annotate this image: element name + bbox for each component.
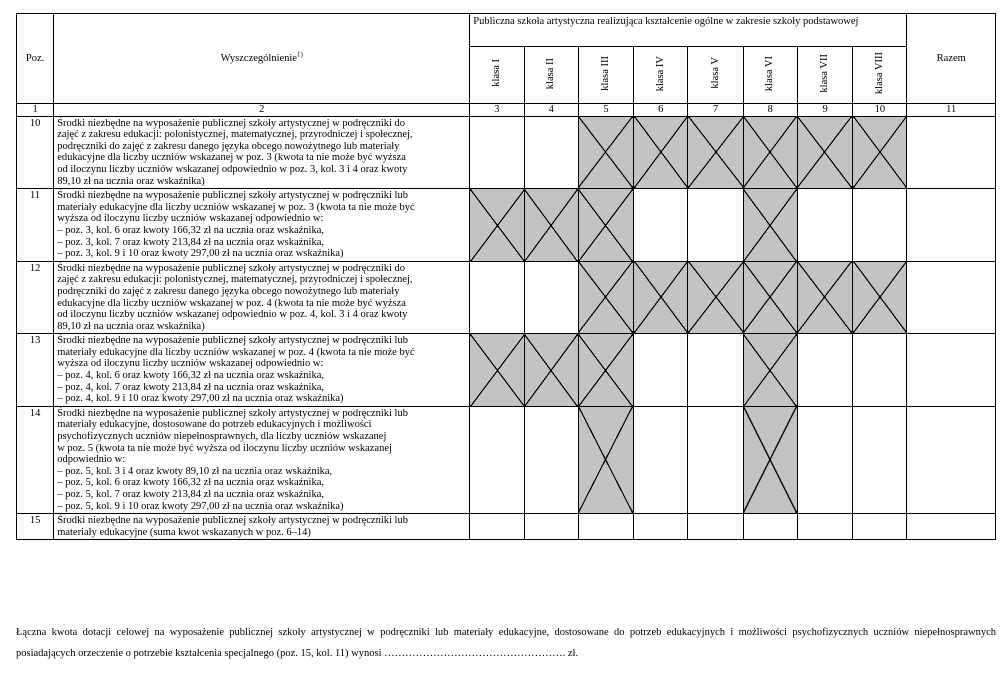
- column-number: 2: [54, 104, 470, 117]
- description-line: – poz. 3, kol. 7 oraz kwoty 213,84 zł na ucznia oraz wskaźnika,: [57, 236, 324, 248]
- crossed-out-cell: [797, 261, 852, 334]
- crossed-out-cell: [578, 406, 633, 513]
- description-line: Środki niezbędne na wyposażenie publicznej szkoły artystycznej w podręczniki lub: [57, 335, 408, 347]
- empty-input-cell[interactable]: [743, 514, 797, 540]
- description-line: Środki niezbędne na wyposażenie publicznej szkoły artystycznej w podręczniki lub: [57, 407, 408, 419]
- empty-input-cell[interactable]: [688, 189, 743, 262]
- column-number: 6: [634, 104, 688, 117]
- crossed-out-cell: [743, 189, 797, 262]
- empty-input-cell[interactable]: [797, 334, 852, 407]
- empty-input-cell[interactable]: [470, 261, 524, 334]
- column-number: 9: [797, 104, 852, 117]
- empty-input-cell[interactable]: [634, 514, 688, 540]
- description-line: – poz. 4, kol. 9 i 10 oraz kwoty 297,00 zł na ucznia oraz wskaźnika): [57, 393, 344, 405]
- empty-input-cell[interactable]: [634, 189, 688, 262]
- column-number-row: [17, 104, 996, 117]
- description-line: – poz. 4, kol. 6 oraz kwoty 166,32 zł na ucznia oraz wskaźnika,: [57, 370, 324, 382]
- total-cell[interactable]: [907, 116, 996, 189]
- crossed-out-cell: [688, 261, 743, 334]
- crossed-out-cell: [634, 261, 688, 334]
- crossed-out-cell: [578, 189, 633, 262]
- empty-input-cell[interactable]: [797, 189, 852, 262]
- row-position: 11: [17, 189, 54, 262]
- column-number: 7: [688, 104, 743, 117]
- row-description: [54, 334, 470, 407]
- crossed-out-cell: [743, 261, 797, 334]
- crossed-out-cell: [634, 116, 688, 189]
- header-class-label: klasa III: [600, 55, 612, 91]
- column-number: 4: [524, 104, 578, 117]
- description-line: – poz. 5, kol. 3 i 4 oraz kwoty 89,10 zł na ucznia oraz wskaźnika,: [57, 465, 333, 477]
- empty-input-cell[interactable]: [470, 514, 524, 540]
- description-line: – poz. 4, kol. 7 oraz kwoty 213,84 zł na ucznia oraz wskaźnika,: [57, 381, 324, 393]
- column-number: 5: [578, 104, 633, 117]
- empty-input-cell[interactable]: [578, 514, 633, 540]
- empty-input-cell[interactable]: [524, 261, 578, 334]
- empty-input-cell[interactable]: [797, 514, 852, 540]
- header-class-label: klasa VII: [819, 53, 831, 93]
- header-class-label: klasa V: [709, 57, 721, 89]
- table-row: [17, 116, 996, 189]
- total-cell[interactable]: [907, 261, 996, 334]
- description-line: edukacyjne dla liczby uczniów wskazanej w poz. 3 (kwota ta nie może być wyższa: [57, 152, 406, 164]
- header-class-label: klasa II: [545, 57, 557, 89]
- header-class-label: klasa I: [491, 59, 503, 88]
- header-class-label: klasa VI: [764, 55, 776, 91]
- description-line: – poz. 5, kol. 7 oraz kwoty 213,84 zł na ucznia oraz wskaźnika,: [57, 489, 324, 500]
- total-cell[interactable]: [907, 514, 996, 540]
- empty-input-cell[interactable]: [688, 514, 743, 540]
- column-number: 8: [743, 104, 797, 117]
- description-line: Środki niezbędne na wyposażenie publicznej szkoły artystycznej w podręczniki lub: [57, 190, 408, 202]
- column-number: 10: [853, 104, 907, 117]
- header-class-7: [797, 47, 852, 104]
- description-line: – poz. 3, kol. 6 oraz kwoty 166,32 zł na ucznia oraz wskaźnika,: [57, 224, 324, 236]
- header-class-8: [853, 47, 907, 104]
- crossed-out-cell: [743, 406, 797, 513]
- header-school-group: Publiczna szkoła artystyczna realizująca kształcenie ogólne w zakresie szkoły podstawowej: [470, 14, 907, 47]
- total-cell[interactable]: [907, 189, 996, 262]
- empty-input-cell[interactable]: [797, 406, 852, 513]
- table-row: [17, 334, 996, 407]
- footer-note: Łączna kwota dotacji celowej na wyposażenie publicznej szkoły artystycznej w podręczniki lub materiały edukacyjne, dostosowane do potrzeb edukacyjnych i możliwości psychofizycznych uczniów niepełnosprawnych posiadających orzeczenie o potrzebie kształcenia specjalnego (poz. 15, kol. 11) wynosi ……………………………………………. zł.: [16, 627, 996, 659]
- empty-input-cell[interactable]: [853, 189, 907, 262]
- table-row: [17, 189, 996, 262]
- description-line: 89,10 zł na ucznia oraz wskaźnika): [57, 320, 205, 332]
- header-class-6: [743, 47, 797, 104]
- description-line: podręczniki do zajęć z zakresu danego języka obcego nowożytnego lub materiały: [57, 285, 400, 297]
- description-line: edukacyjne dla liczby uczniów wskazanej w poz. 4 (kwota ta nie może być wyższa: [57, 297, 406, 309]
- crossed-out-cell: [853, 261, 907, 334]
- column-number: 1: [17, 104, 54, 117]
- description-line: 89,10 zł na ucznia oraz wskaźnika): [57, 175, 205, 187]
- header-class-2: [524, 47, 578, 104]
- description-line: Środki niezbędne na wyposażenie publicznej szkoły artystycznej w podręczniki lub: [57, 515, 408, 527]
- header-class-label: klasa VIII: [874, 52, 886, 95]
- row-description: [54, 189, 470, 262]
- empty-input-cell[interactable]: [524, 116, 578, 189]
- crossed-out-cell: [743, 334, 797, 407]
- description-line: Środki niezbędne na wyposażenie publicznej szkoły artystycznej w podręczniki do: [57, 117, 406, 129]
- crossed-out-cell: [524, 189, 578, 262]
- table-row: [17, 261, 996, 334]
- row-position: 12: [17, 261, 54, 334]
- column-number: 11: [907, 104, 996, 117]
- description-line: zajęć z zakresu edukacji: polonistycznej, matematycznej, przyrodniczej i społecznej,: [57, 274, 413, 286]
- column-number: 3: [470, 104, 524, 117]
- row-position: 15: [17, 514, 54, 540]
- table-row: [17, 514, 996, 540]
- description-line: w poz. 5 (kwota ta nie może być wyższa od iloczynu liczby uczniów wskazanej: [57, 442, 392, 454]
- row-position: 10: [17, 116, 54, 189]
- header-wyszczegolnienie: [54, 14, 470, 104]
- row-position: 14: [17, 406, 54, 513]
- empty-input-cell[interactable]: [853, 406, 907, 513]
- header-class-label: klasa IV: [654, 55, 666, 91]
- crossed-out-cell: [578, 261, 633, 334]
- crossed-out-cell: [524, 334, 578, 407]
- description-line: – poz. 3, kol. 9 i 10 oraz kwoty 297,00 zł na ucznia oraz wskaźnika): [57, 248, 344, 260]
- description-line: materiały edukacyjne dla liczby uczniów wskazanej w poz. 4 (kwota ta nie może być: [57, 346, 415, 358]
- header-poz: Poz.: [17, 14, 54, 104]
- table-row: [17, 406, 996, 513]
- description-line: od iloczynu liczby uczniów wskazanej odpowiednio w poz. 4, kol. 3 i 4 oraz kwoty: [57, 309, 408, 321]
- description-line: – poz. 5, kol. 9 i 10 oraz kwoty 297,00 zł na ucznia oraz wskaźnika): [57, 500, 344, 512]
- crossed-out-cell: [853, 116, 907, 189]
- description-line: materiały edukacyjne dla liczby uczniów wskazanej w poz. 3 (kwota ta nie może być: [57, 201, 415, 213]
- header-wyszczegolnienie-label: Wyszczególnienie: [220, 52, 297, 64]
- empty-input-cell[interactable]: [524, 406, 578, 513]
- header-razem: Razem: [907, 14, 996, 104]
- description-line: – poz. 5, kol. 6 oraz kwoty 166,32 zł na ucznia oraz wskaźnika,: [57, 477, 324, 489]
- crossed-out-cell: [743, 116, 797, 189]
- crossed-out-cell: [688, 116, 743, 189]
- empty-input-cell[interactable]: [634, 334, 688, 407]
- row-position: 13: [17, 334, 54, 407]
- description-line: od iloczynu liczby uczniów wskazanej odpowiednio w poz. 3, kol. 3 i 4 oraz kwoty: [57, 163, 408, 175]
- empty-input-cell[interactable]: [634, 406, 688, 513]
- description-line: Środki niezbędne na wyposażenie publicznej szkoły artystycznej w podręczniki do: [57, 262, 406, 274]
- crossed-out-cell: [470, 189, 524, 262]
- header-class-4: [634, 47, 688, 104]
- total-cell[interactable]: [907, 406, 996, 513]
- total-cell[interactable]: [907, 334, 996, 407]
- description-line: materiały edukacyjne (suma kwot wskazanych w poz. 6–14): [57, 526, 311, 538]
- header-class-3: [578, 47, 633, 104]
- row-description: [54, 406, 470, 513]
- description-line: wyższa od iloczynu liczby uczniów wskazanej odpowiednio w:: [57, 358, 324, 370]
- empty-input-cell[interactable]: [688, 406, 743, 513]
- description-line: materiały edukacyjne, dostosowane do potrzeb edukacyjnych i możliwości: [57, 419, 372, 431]
- crossed-out-cell: [797, 116, 852, 189]
- description-line: odpowiednio w:: [57, 454, 126, 466]
- crossed-out-cell: [578, 116, 633, 189]
- row-description: [54, 116, 470, 189]
- crossed-out-cell: [578, 334, 633, 407]
- header-class-5: [688, 47, 743, 104]
- subsidy-table: [16, 13, 996, 540]
- description-line: podręczniki do zajęć z zakresu danego języka obcego nowożytnego lub materiały: [57, 140, 400, 152]
- empty-input-cell[interactable]: [853, 514, 907, 540]
- row-description: [54, 261, 470, 334]
- empty-input-cell[interactable]: [688, 334, 743, 407]
- header-class-1: [470, 47, 524, 104]
- empty-input-cell[interactable]: [470, 116, 524, 189]
- footnote-ref: 1): [296, 50, 303, 59]
- crossed-out-cell: [470, 334, 524, 407]
- table-body: [17, 116, 996, 540]
- description-line: psychofizycznych uczniów niepełnosprawnych, dla liczby uczniów wskazanej: [57, 431, 387, 443]
- description-line: wyższa od iloczynu liczby uczniów wskazanej odpowiednio w:: [57, 213, 324, 225]
- empty-input-cell[interactable]: [853, 334, 907, 407]
- description-line: zajęć z zakresu edukacji: polonistycznej, matematycznej, przyrodniczej i społecznej,: [57, 129, 413, 141]
- empty-input-cell[interactable]: [470, 406, 524, 513]
- empty-input-cell[interactable]: [524, 514, 578, 540]
- row-description: [54, 514, 470, 540]
